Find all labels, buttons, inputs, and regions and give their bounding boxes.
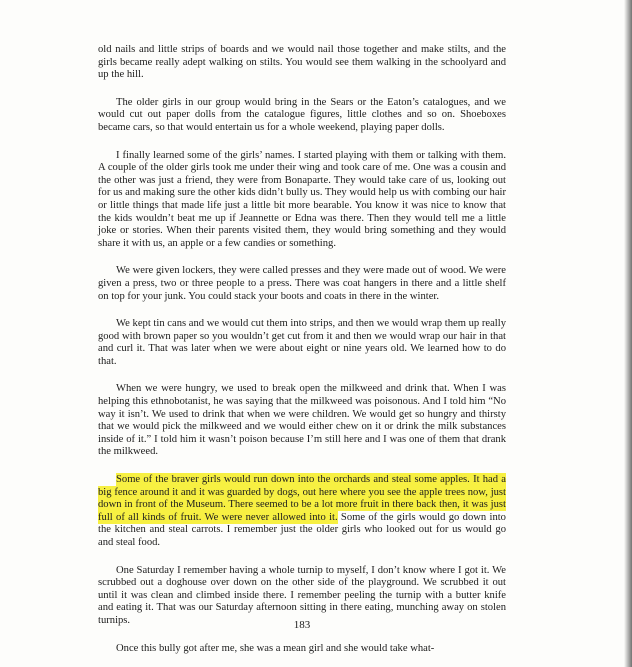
- paragraph-paper-dolls: The older girls in our group would bring in the Sears or the Eaton’s catalogues, and we would cut out paper dolls from the catalogue figures, little clothes and so on. Shoeboxes became cars, so that would entertain us for a whole weekend, playing paper dolls.: [98, 96, 506, 133]
- paragraph-orchards-rest: Some of the girls would go down into the kitchen and steal carrots. I remember just the older girls who looked out for us would go and steal food.: [98, 511, 506, 548]
- page-number: 183: [293, 619, 311, 631]
- paragraph-lockers: We were given lockers, they were called presses and they were made out of wood. We were given a press, two or three people to a press. There was coat hangers in there and a little shelf on top for your junk. You could stack your boots and coats in there in the winter.: [98, 265, 506, 302]
- paragraph-milkweed: When we were hungry, we used to break open the milkweed and drink that. When I was helping this ethnobotanist, he was saying that the milkweed was poisonous. And I told him “No way it isn’t. We used to drink that when we were children. We would get so hungry and thirsty that we would pick the milkweed and we would either chew on it or drink the milk substances inside of it.” I told him it wasn’t poison because I’m still here and I was one of them that drank the milkweed.: [98, 383, 506, 458]
- paragraph-bully: Once this bully got after me, she was a mean girl and she would take what-: [116, 642, 435, 654]
- paragraph-orchards: [98, 474, 506, 550]
- highlighted-text: Some of the braver girls would run down into the orchards and steal some apples. It had a big fence around it and it was guarded by dogs, out here where you see the apple trees now, just down in front of the Museum. There seemed to be a lot more fruit in there back then, it was just full of all kinds of fruit. We were never allowed into it.: [98, 474, 506, 523]
- paragraph-stilts: old nails and little strips of boards and we would nail those together and make stilts, and the girls became really adept walking on stilts. You would see them walking in the schoolyard and up the hill.: [98, 44, 506, 81]
- paragraph-tin-cans: We kept tin cans and we would cut them into strips, and then we would wrap them up really good with brown paper so you wouldn’t get cut from it and then we would wrap our hair in that and curl it. That was later when we were about eight or nine years old. We learned how to do that.: [98, 318, 506, 367]
- paragraph-older-girls: I finally learned some of the girls’ names. I started playing with them or talking with them. A couple of the older girls took me under their wing and took care of me. One was a cousin and the other was just a friend, they were from Bonaparte. They would take care of us, looking out for us and making sure the other kids didn’t bully us. They would help us with combing our hair or little things that made life just a little bit more bearable. You know it was nice to know that the kids wouldn’t beat me up if Jeannette or Edna was there. Then they would tell me a little joke or stories. When their parents visited them, they would bring something and they would share it with us, an apple or a few candies or something.: [98, 149, 506, 249]
- page-edge-shadow: [624, 0, 632, 667]
- paragraph-turnip: One Saturday I remember having a whole turnip to myself, I don’t know where I got it. We scrubbed out a doghouse over down on the other side of the playground. We scrubbed it out until it was clean and climbed inside there. I remember peeling the turnip with a butter knife and eating it. That was our Saturday afternoon sitting in there eating, munching away on stolen turnips.: [98, 564, 506, 626]
- body-text: [98, 44, 506, 667]
